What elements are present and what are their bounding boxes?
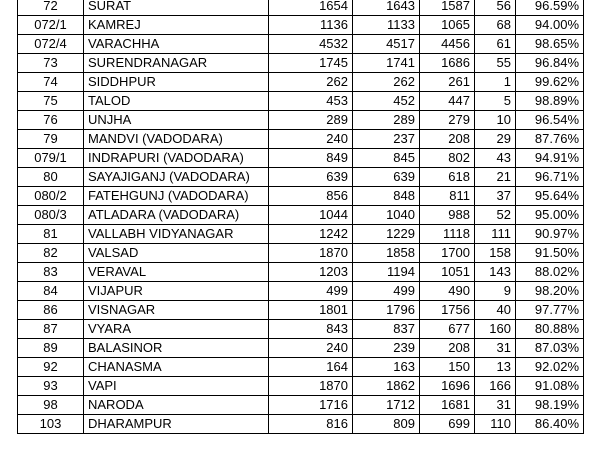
pass-percent-cell: 95.00% [516,206,584,225]
appeared-count-cell: 809 [353,415,420,434]
registered-count-cell: 240 [269,339,353,358]
table-row [18,225,584,244]
registered-count-cell: 262 [269,73,353,92]
passed-count-cell: 618 [420,168,475,187]
pass-percent-cell: 97.77% [516,301,584,320]
passed-count-cell: 1696 [420,377,475,396]
center-code-cell: 72 [18,0,84,16]
pass-percent-cell: 87.76% [516,130,584,149]
table-row [18,130,584,149]
center-name-cell: UNJHA [84,111,269,130]
appeared-count-cell: 1040 [353,206,420,225]
pass-percent-cell: 87.03% [516,339,584,358]
failed-count-cell: 143 [475,263,516,282]
table-row [18,244,584,263]
failed-count-cell: 68 [475,16,516,35]
center-name-cell: DHARAMPUR [84,415,269,434]
center-name-cell: ATLADARA (VADODARA) [84,206,269,225]
failed-count-cell: 55 [475,54,516,73]
center-name-cell: VARACHHA [84,35,269,54]
registered-count-cell: 816 [269,415,353,434]
registered-count-cell: 1654 [269,0,353,16]
pass-percent-cell: 91.50% [516,244,584,263]
center-name-cell: NARODA [84,396,269,415]
failed-count-cell: 61 [475,35,516,54]
appeared-count-cell: 1133 [353,16,420,35]
passed-count-cell: 802 [420,149,475,168]
appeared-count-cell: 4517 [353,35,420,54]
center-code-cell: 84 [18,282,84,301]
failed-count-cell: 52 [475,206,516,225]
passed-count-cell: 4456 [420,35,475,54]
center-name-cell: VYARA [84,320,269,339]
table-body [18,0,584,434]
failed-count-cell: 111 [475,225,516,244]
center-code-cell: 74 [18,73,84,92]
center-code-cell: 79 [18,130,84,149]
passed-count-cell: 490 [420,282,475,301]
passed-count-cell: 447 [420,92,475,111]
failed-count-cell: 43 [475,149,516,168]
center-code-cell: 93 [18,377,84,396]
pass-percent-cell: 91.08% [516,377,584,396]
pass-percent-cell: 96.71% [516,168,584,187]
center-code-cell: 75 [18,92,84,111]
passed-count-cell: 1681 [420,396,475,415]
passed-count-cell: 1118 [420,225,475,244]
pass-percent-cell: 94.00% [516,16,584,35]
center-name-cell: VAPI [84,377,269,396]
center-code-cell: 76 [18,111,84,130]
passed-count-cell: 677 [420,320,475,339]
pass-percent-cell: 98.89% [516,92,584,111]
center-code-cell: 89 [18,339,84,358]
table-row [18,320,584,339]
registered-count-cell: 164 [269,358,353,377]
center-code-cell: 103 [18,415,84,434]
passed-count-cell: 1700 [420,244,475,263]
table-row [18,92,584,111]
failed-count-cell: 31 [475,339,516,358]
table-row [18,73,584,92]
appeared-count-cell: 639 [353,168,420,187]
table-row [18,396,584,415]
center-name-cell: CHANASMA [84,358,269,377]
passed-count-cell: 988 [420,206,475,225]
registered-count-cell: 499 [269,282,353,301]
appeared-count-cell: 1796 [353,301,420,320]
appeared-count-cell: 1858 [353,244,420,263]
failed-count-cell: 37 [475,187,516,206]
center-name-cell: SAYAJIGANJ (VADODARA) [84,168,269,187]
appeared-count-cell: 1194 [353,263,420,282]
pass-percent-cell: 98.19% [516,396,584,415]
pass-percent-cell: 90.97% [516,225,584,244]
center-code-cell: 080/2 [18,187,84,206]
appeared-count-cell: 848 [353,187,420,206]
results-table [17,0,584,434]
passed-count-cell: 150 [420,358,475,377]
appeared-count-cell: 1229 [353,225,420,244]
center-name-cell: VALSAD [84,244,269,263]
table-row [18,206,584,225]
table-row [18,35,584,54]
table-row [18,16,584,35]
registered-count-cell: 4532 [269,35,353,54]
table-row [18,301,584,320]
passed-count-cell: 1051 [420,263,475,282]
center-code-cell: 080/3 [18,206,84,225]
pass-percent-cell: 86.40% [516,415,584,434]
center-name-cell: KAMREJ [84,16,269,35]
appeared-count-cell: 837 [353,320,420,339]
registered-count-cell: 843 [269,320,353,339]
center-name-cell: MANDVI (VADODARA) [84,130,269,149]
pass-percent-cell: 96.84% [516,54,584,73]
table-row [18,54,584,73]
passed-count-cell: 1587 [420,0,475,16]
pass-percent-cell: 99.62% [516,73,584,92]
pass-percent-cell: 88.02% [516,263,584,282]
table-row [18,263,584,282]
registered-count-cell: 453 [269,92,353,111]
registered-count-cell: 1745 [269,54,353,73]
pass-percent-cell: 96.54% [516,111,584,130]
failed-count-cell: 1 [475,73,516,92]
failed-count-cell: 160 [475,320,516,339]
table-row [18,168,584,187]
failed-count-cell: 56 [475,0,516,16]
center-name-cell: VISNAGAR [84,301,269,320]
table-row [18,358,584,377]
passed-count-cell: 208 [420,130,475,149]
failed-count-cell: 29 [475,130,516,149]
registered-count-cell: 240 [269,130,353,149]
pass-percent-cell: 80.88% [516,320,584,339]
passed-count-cell: 1756 [420,301,475,320]
pass-percent-cell: 94.91% [516,149,584,168]
center-code-cell: 87 [18,320,84,339]
appeared-count-cell: 1712 [353,396,420,415]
table-row [18,111,584,130]
center-name-cell: VIJAPUR [84,282,269,301]
appeared-count-cell: 1741 [353,54,420,73]
appeared-count-cell: 237 [353,130,420,149]
appeared-count-cell: 1643 [353,0,420,16]
table-row [18,339,584,358]
table-row [18,149,584,168]
failed-count-cell: 10 [475,111,516,130]
failed-count-cell: 9 [475,282,516,301]
appeared-count-cell: 289 [353,111,420,130]
center-name-cell: BALASINOR [84,339,269,358]
center-code-cell: 079/1 [18,149,84,168]
failed-count-cell: 5 [475,92,516,111]
center-code-cell: 86 [18,301,84,320]
pass-percent-cell: 98.65% [516,35,584,54]
appeared-count-cell: 452 [353,92,420,111]
center-code-cell: 98 [18,396,84,415]
table-row [18,187,584,206]
center-code-cell: 072/4 [18,35,84,54]
table-row [18,0,584,16]
pass-percent-cell: 92.02% [516,358,584,377]
pass-percent-cell: 96.59% [516,0,584,16]
registered-count-cell: 1870 [269,377,353,396]
failed-count-cell: 31 [475,396,516,415]
center-name-cell: VALLABH VIDYANAGAR [84,225,269,244]
appeared-count-cell: 163 [353,358,420,377]
registered-count-cell: 1203 [269,263,353,282]
failed-count-cell: 13 [475,358,516,377]
passed-count-cell: 261 [420,73,475,92]
passed-count-cell: 1686 [420,54,475,73]
center-code-cell: 80 [18,168,84,187]
failed-count-cell: 166 [475,377,516,396]
failed-count-cell: 21 [475,168,516,187]
registered-count-cell: 1136 [269,16,353,35]
failed-count-cell: 40 [475,301,516,320]
table-row [18,282,584,301]
pass-percent-cell: 98.20% [516,282,584,301]
pass-percent-cell: 95.64% [516,187,584,206]
failed-count-cell: 110 [475,415,516,434]
passed-count-cell: 811 [420,187,475,206]
center-name-cell: VERAVAL [84,263,269,282]
registered-count-cell: 1870 [269,244,353,263]
center-code-cell: 92 [18,358,84,377]
center-code-cell: 81 [18,225,84,244]
registered-count-cell: 289 [269,111,353,130]
appeared-count-cell: 239 [353,339,420,358]
failed-count-cell: 158 [475,244,516,263]
appeared-count-cell: 845 [353,149,420,168]
center-name-cell: TALOD [84,92,269,111]
center-name-cell: SURAT [84,0,269,16]
center-name-cell: SURENDRANAGAR [84,54,269,73]
table-row [18,415,584,434]
registered-count-cell: 1242 [269,225,353,244]
center-name-cell: INDRAPURI (VADODARA) [84,149,269,168]
registered-count-cell: 1044 [269,206,353,225]
registered-count-cell: 849 [269,149,353,168]
center-code-cell: 072/1 [18,16,84,35]
center-code-cell: 82 [18,244,84,263]
center-name-cell: SIDDHPUR [84,73,269,92]
appeared-count-cell: 1862 [353,377,420,396]
table-row [18,377,584,396]
registered-count-cell: 1716 [269,396,353,415]
passed-count-cell: 699 [420,415,475,434]
passed-count-cell: 1065 [420,16,475,35]
registered-count-cell: 639 [269,168,353,187]
registered-count-cell: 1801 [269,301,353,320]
passed-count-cell: 279 [420,111,475,130]
appeared-count-cell: 499 [353,282,420,301]
passed-count-cell: 208 [420,339,475,358]
center-code-cell: 73 [18,54,84,73]
appeared-count-cell: 262 [353,73,420,92]
center-name-cell: FATEHGUNJ (VADODARA) [84,187,269,206]
center-code-cell: 83 [18,263,84,282]
registered-count-cell: 856 [269,187,353,206]
